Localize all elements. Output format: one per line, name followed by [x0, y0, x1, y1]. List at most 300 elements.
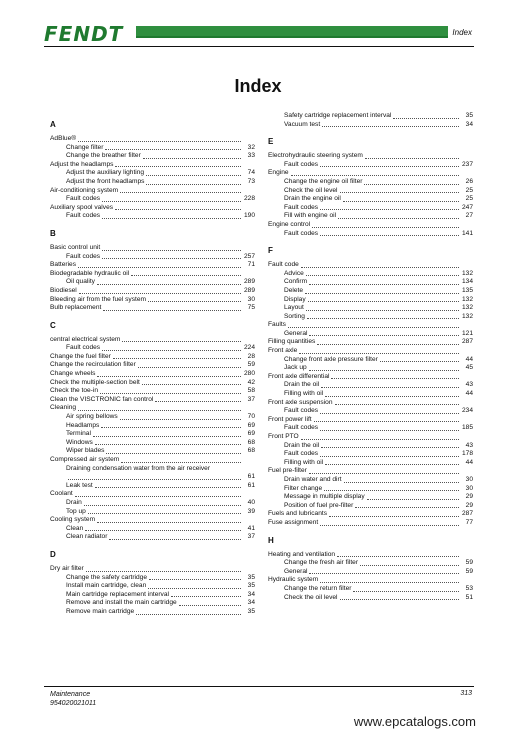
- index-entry[interactable]: [268, 424, 473, 433]
- dot-leader: [78, 267, 241, 268]
- dot-leader: [136, 614, 241, 615]
- index-entry-page: 289: [243, 286, 255, 294]
- index-entry[interactable]: [268, 510, 473, 519]
- dot-leader: [68, 479, 241, 480]
- index-entry-text: Terminal: [66, 430, 91, 438]
- index-entry[interactable]: [50, 430, 255, 439]
- index-entry[interactable]: [268, 399, 473, 408]
- index-entry-page: 190: [243, 212, 255, 220]
- dot-leader: [122, 341, 241, 342]
- index-entry[interactable]: [268, 373, 473, 382]
- index-entry-text: Bleeding air from the fuel system: [50, 295, 147, 303]
- dot-leader: [97, 376, 241, 377]
- dot-leader: [337, 556, 459, 557]
- index-entry-page: 257: [243, 252, 255, 260]
- index-entry-text: Change filter: [66, 143, 104, 151]
- index-entry-page: 74: [247, 169, 255, 177]
- index-entry[interactable]: [50, 533, 255, 542]
- index-entry-page: 51: [465, 593, 473, 601]
- header-rule: [44, 46, 474, 47]
- index-entry-text: Change the fuel filter: [50, 352, 111, 360]
- index-entry[interactable]: [268, 296, 473, 305]
- dot-leader: [105, 149, 241, 150]
- index-entry-text: Windows: [66, 438, 93, 446]
- dot-leader: [320, 209, 459, 210]
- index-entry[interactable]: [50, 261, 255, 270]
- index-entry[interactable]: [50, 296, 255, 305]
- dot-leader: [325, 464, 459, 465]
- index-entry-page: 37: [247, 533, 255, 541]
- website-link[interactable]: www.epcatalogs.com: [353, 714, 476, 729]
- index-entry-text: AdBlue®: [50, 135, 77, 142]
- index-entry-page: 247: [461, 203, 473, 211]
- dot-leader: [320, 430, 459, 431]
- index-entry-page: 70: [247, 413, 255, 421]
- dot-leader: [320, 525, 459, 526]
- index-entry-page: 30: [465, 475, 473, 483]
- index-entry-text: Check the oil level: [284, 593, 338, 601]
- index-entry[interactable]: [50, 379, 255, 388]
- index-entry[interactable]: [268, 121, 473, 130]
- index-letter-heading: F: [268, 246, 273, 256]
- index-entry-page: 25: [465, 186, 473, 194]
- index-entry-text: Fill with engine oil: [284, 212, 337, 220]
- index-entry[interactable]: [268, 433, 473, 442]
- index-letter-heading: A: [50, 120, 56, 129]
- index-entry-page: 33: [247, 152, 255, 160]
- index-entry-text: Top up: [66, 507, 86, 515]
- dot-leader: [131, 275, 241, 276]
- footer-manual-type: Maintenance: [50, 691, 91, 698]
- header-green-band-shadow: [136, 36, 448, 38]
- index-entry-text: Change the engine oil filter: [284, 177, 363, 185]
- index-entry[interactable]: [50, 565, 255, 574]
- index-entry-page: 59: [247, 361, 255, 369]
- index-entry[interactable]: [268, 304, 473, 313]
- index-entry-page: 135: [461, 286, 473, 294]
- index-entry-page: 68: [247, 438, 255, 446]
- index-entry[interactable]: [50, 404, 255, 413]
- index-entry[interactable]: [50, 144, 255, 153]
- index-entry-text: central electrical system: [50, 335, 121, 343]
- index-entry-text: Change front axle pressure filter: [284, 355, 378, 363]
- dot-leader: [355, 507, 459, 508]
- index-entry-text: Air spring bellows: [66, 413, 118, 421]
- index-letter-heading: H: [268, 535, 274, 545]
- index-letter-heading: D: [50, 549, 56, 559]
- dot-leader: [322, 126, 459, 127]
- index-entry-page: 42: [247, 378, 255, 386]
- index-entry-text: Leak test: [66, 481, 93, 489]
- index-entry-page: 41: [247, 524, 255, 532]
- dot-leader: [101, 427, 241, 428]
- index-entry[interactable]: [268, 287, 473, 296]
- index-entry-text: Change the recirculation filter: [50, 361, 136, 369]
- dot-leader: [309, 573, 459, 574]
- index-entry[interactable]: [50, 516, 255, 525]
- dot-leader: [320, 582, 459, 583]
- index-entry[interactable]: [268, 278, 473, 287]
- dot-leader: [84, 505, 241, 506]
- index-entry[interactable]: [268, 459, 473, 468]
- index-entry-text: Front PTO: [268, 433, 299, 440]
- index-entry-text: Fuels and lubricants: [268, 510, 328, 518]
- index-entry-text: Confirm: [284, 278, 308, 286]
- index-entry[interactable]: [268, 407, 473, 416]
- index-entry-page: 39: [247, 507, 255, 515]
- dot-leader: [324, 490, 459, 491]
- index-entry[interactable]: [268, 221, 473, 230]
- index-entry-text: Batteries: [50, 261, 77, 269]
- dot-leader: [79, 293, 241, 294]
- index-entry[interactable]: [268, 195, 473, 204]
- index-entry[interactable]: [50, 287, 255, 296]
- index-entry-text: Layout: [284, 304, 304, 312]
- index-entry-page: 77: [465, 518, 473, 526]
- index-entry[interactable]: [50, 336, 255, 345]
- index-entry-page: 43: [465, 441, 473, 449]
- index-entry-page: 132: [461, 312, 473, 320]
- index-entry[interactable]: [50, 253, 255, 262]
- index-entry-text: Fault codes: [66, 252, 101, 260]
- dot-leader: [102, 201, 241, 202]
- dot-leader: [85, 530, 241, 531]
- index-entry[interactable]: [268, 230, 473, 239]
- index-entry[interactable]: [50, 465, 255, 474]
- dot-leader: [307, 318, 459, 319]
- index-entry[interactable]: [268, 502, 473, 511]
- index-entry[interactable]: [268, 467, 473, 476]
- dot-leader: [78, 410, 241, 411]
- index-entry[interactable]: [50, 413, 255, 422]
- dot-leader: [317, 344, 459, 345]
- index-entry-text: Hydraulic system: [268, 576, 319, 584]
- index-entry[interactable]: [50, 396, 255, 405]
- dot-leader: [353, 591, 459, 592]
- dot-leader: [102, 350, 241, 351]
- footer-left: [50, 690, 96, 708]
- index-entry[interactable]: [268, 476, 473, 485]
- index-entry[interactable]: [50, 482, 255, 491]
- index-entry-text: Fault codes: [66, 212, 101, 220]
- index-entry-page: 280: [243, 370, 255, 378]
- index-entry[interactable]: [268, 568, 473, 577]
- index-entry-page: 58: [247, 387, 255, 395]
- dot-leader: [95, 487, 241, 488]
- index-entry[interactable]: [50, 582, 255, 591]
- index-entry[interactable]: [268, 364, 473, 373]
- dot-leader: [320, 235, 459, 236]
- index-entry-text: Fault codes: [284, 407, 319, 415]
- index-entry-page: 289: [243, 278, 255, 286]
- index-entry[interactable]: [50, 439, 255, 448]
- index-entry[interactable]: [268, 485, 473, 494]
- index-letter-heading: E: [268, 137, 274, 147]
- index-entry-page: 30: [465, 484, 473, 492]
- index-entry-text: Engine control: [268, 220, 311, 228]
- dot-leader: [88, 513, 241, 514]
- index-entry[interactable]: [268, 416, 473, 425]
- index-entry-text: Fault codes: [66, 344, 101, 352]
- index-entry[interactable]: [50, 278, 255, 287]
- index-entry[interactable]: [268, 585, 473, 594]
- index-entry-text: Clean radiator: [66, 533, 108, 541]
- index-entry-text: Vacuum test: [284, 120, 321, 128]
- index-entry[interactable]: [50, 161, 255, 170]
- index-entry[interactable]: [268, 450, 473, 459]
- dot-leader: [305, 293, 459, 294]
- index-entry-page: 34: [465, 120, 473, 128]
- fendt-logo: FENDT: [44, 22, 124, 46]
- dot-leader: [380, 361, 459, 362]
- index-entry-page: 25: [465, 195, 473, 203]
- index-entry-text: Remove main cartridge: [66, 607, 135, 615]
- index-entry[interactable]: [268, 551, 473, 560]
- index-entry[interactable]: [50, 344, 255, 353]
- index-entry-text: Adjust the front headlamps: [66, 177, 145, 185]
- index-entry-page: 61: [247, 473, 255, 481]
- index-entry-page: 132: [461, 295, 473, 303]
- index-entry[interactable]: [50, 599, 255, 608]
- index-entry-page: 45: [465, 364, 473, 372]
- index-entry[interactable]: [268, 321, 473, 330]
- index-entry-text: Biodiesel: [50, 286, 77, 294]
- index-entry[interactable]: [268, 112, 473, 121]
- index-entry[interactable]: [50, 135, 255, 144]
- index-entry[interactable]: [50, 304, 255, 313]
- index-entry[interactable]: [268, 161, 473, 170]
- index-entry[interactable]: [268, 330, 473, 339]
- index-entry[interactable]: [268, 338, 473, 347]
- index-entry-page: 228: [243, 195, 255, 203]
- dot-leader: [155, 401, 241, 402]
- index-entry-page: 69: [247, 430, 255, 438]
- index-entry[interactable]: [268, 576, 473, 585]
- index-entry[interactable]: [268, 152, 473, 161]
- index-entry-page: 29: [465, 501, 473, 509]
- dot-leader: [320, 166, 459, 167]
- footer-page-number: 313: [460, 690, 472, 697]
- index-column-right: [268, 112, 473, 602]
- index-entry[interactable]: [50, 525, 255, 534]
- dot-leader: [344, 482, 459, 483]
- index-entry-text: Install main cartridge, clean: [66, 582, 147, 590]
- index-entry-text: Fault codes: [284, 424, 319, 432]
- index-entry[interactable]: [50, 178, 255, 187]
- index-entry[interactable]: [50, 422, 255, 431]
- index-entry[interactable]: [268, 187, 473, 196]
- index-entry[interactable]: [268, 559, 473, 568]
- dot-leader: [120, 419, 241, 420]
- dot-leader: [142, 384, 241, 385]
- index-entry-page: 68: [247, 447, 255, 455]
- dot-leader: [95, 444, 241, 445]
- dot-leader: [365, 158, 459, 159]
- index-entry-page: 134: [461, 278, 473, 286]
- index-entry-page: 43: [465, 381, 473, 389]
- index-entry-text: Cleaning: [50, 404, 77, 412]
- index-entry-page: 59: [465, 559, 473, 567]
- dot-leader: [309, 335, 459, 336]
- dot-leader: [97, 284, 241, 285]
- index-entry-text: Drain the oil: [284, 381, 320, 389]
- index-entry-page: 237: [461, 160, 473, 168]
- index-entry-page: 121: [461, 329, 473, 337]
- index-entry[interactable]: [268, 212, 473, 221]
- index-entry-text: Engine: [268, 169, 289, 177]
- index-entry-page: 59: [465, 567, 473, 575]
- index-entry-text: Air-conditioning system: [50, 186, 119, 194]
- index-entry-text: Headlamps: [66, 421, 100, 429]
- dot-leader: [93, 436, 241, 437]
- index-entry[interactable]: [268, 390, 473, 399]
- index-entry-text: Advice: [284, 269, 304, 277]
- dot-leader: [308, 301, 459, 302]
- index-entry[interactable]: [50, 456, 255, 465]
- index-entry-page: 40: [247, 498, 255, 506]
- index-entry[interactable]: [268, 169, 473, 178]
- index-entry[interactable]: [268, 270, 473, 279]
- dot-leader: [179, 605, 241, 606]
- index-entry[interactable]: [50, 473, 255, 482]
- index-entry[interactable]: [50, 447, 255, 456]
- index-entry-text: Front power lift: [268, 415, 312, 423]
- index-entry-text: Sorting: [284, 312, 305, 320]
- index-column-left: [50, 112, 255, 617]
- index-entry-page: 132: [461, 269, 473, 277]
- index-entry-text: Oil quality: [66, 278, 95, 286]
- dot-leader: [86, 571, 241, 572]
- index-entry-page: 44: [465, 458, 473, 466]
- index-entry[interactable]: [50, 499, 255, 508]
- index-entry-page: 34: [247, 590, 255, 598]
- header-bar: [0, 0, 516, 50]
- footer-document-number: 954020021011: [50, 700, 97, 707]
- dot-leader: [340, 192, 459, 193]
- index-entry[interactable]: [50, 353, 255, 362]
- dot-leader: [148, 301, 241, 302]
- index-entry[interactable]: [50, 169, 255, 178]
- index-entry[interactable]: [268, 493, 473, 502]
- index-entry[interactable]: [50, 195, 255, 204]
- index-entry[interactable]: [50, 387, 255, 396]
- index-entry-page: 69: [247, 421, 255, 429]
- index-entry-page: 141: [461, 229, 473, 237]
- index-entry-page: 44: [465, 390, 473, 398]
- index-entry[interactable]: [268, 381, 473, 390]
- index-entry-page: 44: [465, 355, 473, 363]
- index-entry[interactable]: [50, 608, 255, 617]
- index-entry[interactable]: [50, 204, 255, 213]
- dot-leader: [106, 453, 241, 454]
- index-entry-text: Fault codes: [284, 203, 319, 211]
- index-entry-page: 34: [247, 599, 255, 607]
- index-entry-page: 35: [465, 112, 473, 119]
- dot-leader: [329, 516, 459, 517]
- index-entry[interactable]: [268, 442, 473, 451]
- index-entry-text: Adjust the headlamps: [50, 160, 114, 168]
- index-entry-page: 287: [461, 510, 473, 518]
- dot-leader: [312, 227, 459, 228]
- dot-leader: [146, 175, 241, 176]
- dot-leader: [288, 327, 459, 328]
- index-entry-text: Message in multiple display: [284, 493, 365, 501]
- index-entry-text: Front axle: [268, 347, 298, 355]
- index-entry[interactable]: [50, 490, 255, 499]
- dot-leader: [321, 387, 459, 388]
- dot-leader: [171, 596, 241, 597]
- index-entry-text: Check the oil level: [284, 186, 338, 194]
- dot-leader: [143, 158, 241, 159]
- dot-leader: [301, 439, 459, 440]
- index-entry[interactable]: [50, 212, 255, 221]
- index-entry[interactable]: [268, 178, 473, 187]
- dot-leader: [109, 539, 241, 540]
- index-entry[interactable]: [50, 152, 255, 161]
- dot-leader: [138, 367, 241, 368]
- index-entry[interactable]: [268, 347, 473, 356]
- index-entry-text: Filling with oil: [284, 390, 324, 398]
- dot-leader: [309, 284, 459, 285]
- page-title: Index: [234, 76, 282, 96]
- index-entry[interactable]: [50, 187, 255, 196]
- index-entry-text: Filling quantities: [268, 338, 316, 346]
- dot-leader: [148, 588, 241, 589]
- index-entry-text: Change the safety cartridge: [66, 573, 148, 581]
- index-letter-heading: C: [50, 320, 56, 330]
- index-entry-text: Faults: [268, 321, 286, 329]
- index-entry[interactable]: [268, 519, 473, 528]
- index-entry[interactable]: [50, 370, 255, 379]
- index-entry-text: Drain: [66, 498, 82, 506]
- dot-leader: [314, 421, 459, 422]
- index-entry-page: 178: [461, 450, 473, 458]
- index-entry-text: Fault codes: [284, 450, 319, 458]
- dot-leader: [121, 462, 241, 463]
- index-entry-text: Front axle differential: [268, 372, 330, 380]
- dot-leader: [102, 258, 241, 259]
- index-entry[interactable]: [268, 313, 473, 322]
- index-entry[interactable]: [50, 244, 255, 253]
- dot-leader: [146, 184, 241, 185]
- index-entry[interactable]: [50, 270, 255, 279]
- index-entry[interactable]: [50, 591, 255, 600]
- index-entry-page: 53: [465, 584, 473, 592]
- index-entry[interactable]: [50, 361, 255, 370]
- index-entry-text: Fault codes: [284, 229, 319, 237]
- index-entry-text: Clean: [66, 524, 84, 532]
- dot-leader: [301, 267, 459, 268]
- index-entry-text: Check the toe-in: [50, 387, 99, 395]
- dot-leader: [120, 192, 241, 193]
- index-entry-page: 28: [247, 352, 255, 360]
- index-entry-text: Basic control unit: [50, 243, 101, 251]
- index-entry-text: Fuel pre-filter: [268, 467, 307, 475]
- dot-leader: [78, 141, 241, 142]
- index-entry-text: Position of fuel pre-filter: [284, 501, 354, 509]
- index-entry[interactable]: [268, 594, 473, 603]
- dot-leader: [75, 496, 241, 497]
- dot-leader: [306, 310, 459, 311]
- index-entry[interactable]: [50, 574, 255, 583]
- index-entry[interactable]: [268, 261, 473, 270]
- index-entry-text: Change the return filter: [284, 584, 352, 592]
- index-entry[interactable]: [268, 204, 473, 213]
- index-entry[interactable]: [50, 508, 255, 517]
- index-entry-page: 73: [247, 177, 255, 185]
- index-entry[interactable]: [268, 356, 473, 365]
- index-entry-text: Cooling system: [50, 516, 96, 524]
